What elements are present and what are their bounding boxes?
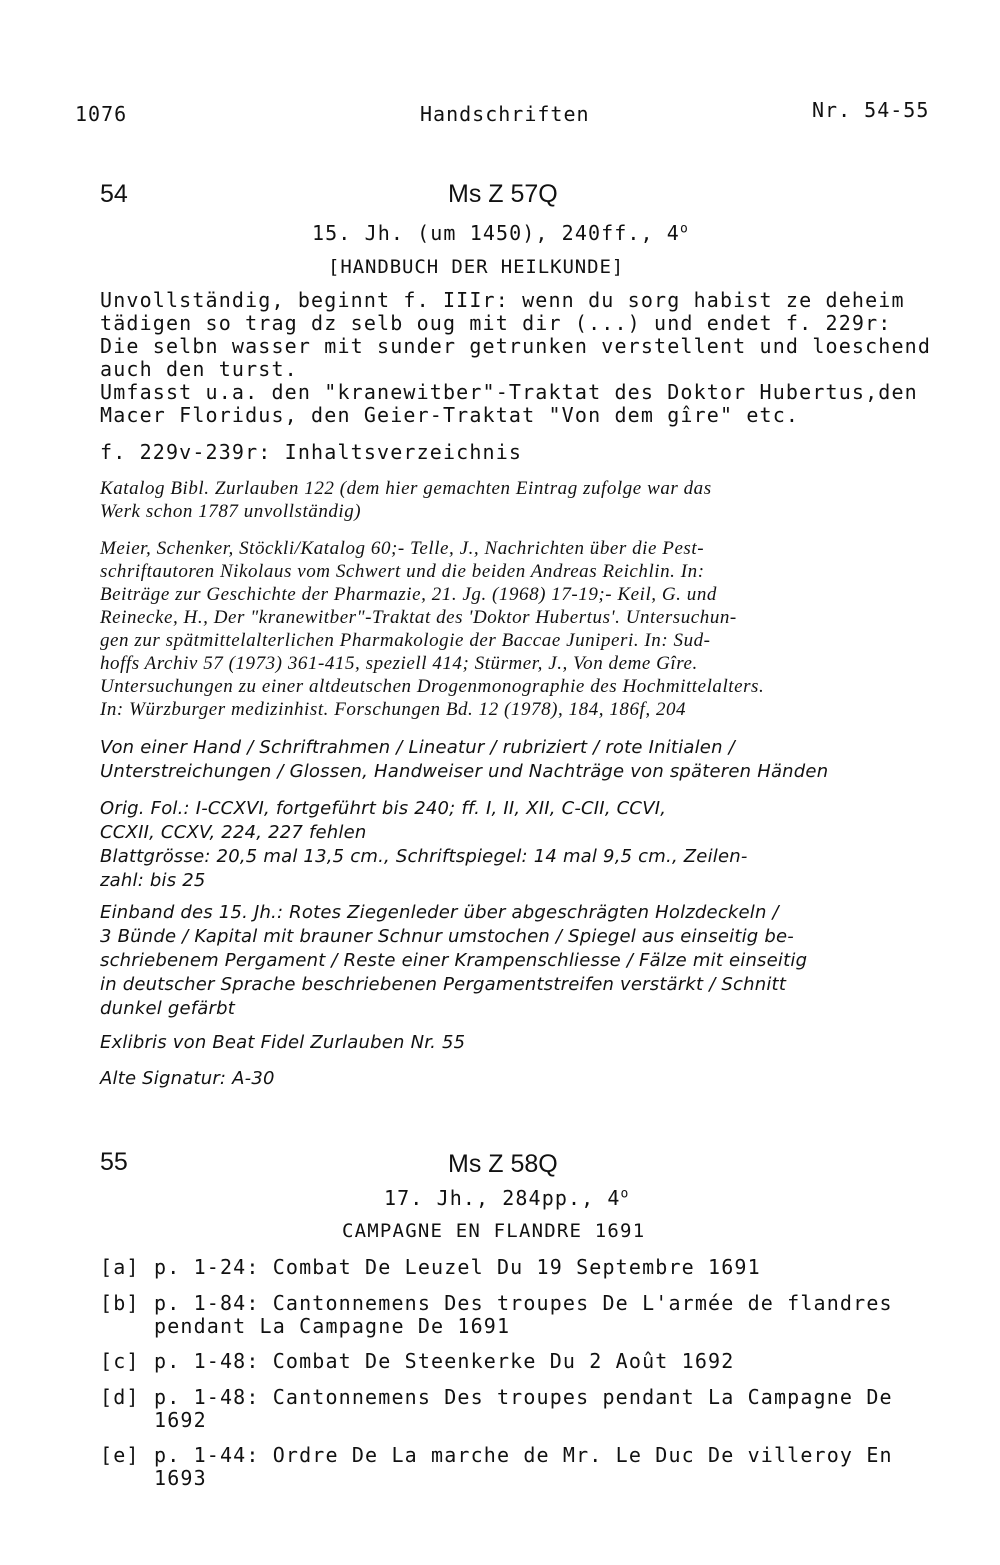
literature-line: Meier, Schenker, Stöckli/Katalog 60;- Telle, J., Nachrichten über die Pest- (100, 538, 705, 559)
item-line: p. 1-44: Ordre De La marche de Mr. Le Duc De villeroy En (154, 1443, 893, 1467)
hands-line: Von einer Hand / Schriftrahmen / Lineatur / rubriziert / rote Initialen / (100, 737, 735, 758)
item-text (154, 1350, 734, 1373)
index-line: f. 229v-239r: Inhaltsverzeichnis (100, 440, 523, 464)
content-line: auch den turst. (100, 357, 298, 381)
item-text (154, 1386, 893, 1432)
foliation (100, 797, 950, 893)
item-text (154, 1444, 893, 1490)
content-line: Unvollständig, beginnt f. IIIr: wenn du sorg habist ze deheim (100, 288, 905, 312)
literature-line: In: Würzburger medizinhist. Forschungen Bd. 12 (1978), 184, 186f, 204 (100, 699, 687, 720)
running-title: Handschriften (420, 102, 590, 126)
binding-line: Einband des 15. Jh.: Rotes Ziegenleder über abgeschrägten Holzdeckeln / (100, 902, 779, 923)
entry-number: 54 (100, 180, 128, 208)
binding-line: 3 Bünde / Kapital mit brauner Schnur umstochen / Spiegel aus einseitig be- (100, 926, 794, 947)
content-line: tädigen so trag dz selb oug mit dir (...) und endet f. 229r: (100, 311, 892, 335)
hands-description (100, 736, 950, 784)
item-line: 1693 (154, 1466, 207, 1490)
date-line: 15. Jh. (um 1450), 240ff., 4$^o$ (312, 221, 689, 245)
item-line: p. 1-48: Cantonnemens Des troupes pendant La Campagne De (154, 1385, 893, 1409)
work-title: [HANDBUCH DER HEILKUNDE] (328, 256, 625, 278)
entry-number: 55 (100, 1148, 128, 1176)
binding-line: dunkel gefärbt (100, 998, 236, 1019)
item-label: [c] (100, 1349, 140, 1373)
catalog-line: Werk schon 1787 unvollständig) (100, 501, 362, 522)
binding-line: schriebenem Pergament / Reste einer Krampenschliesse / Fälze mit einseitig (100, 950, 808, 971)
foliation-line: Orig. Fol.: I-CCXVI, fortgeführt bis 240; ff. I, II, XII, C-CII, CCVI, (100, 798, 667, 819)
foliation-line: CCXII, CCXV, 224, 227 fehlen (100, 822, 367, 843)
binding (100, 901, 950, 1021)
content-line: Macer Floridus, den Geier-Traktat "Von dem gîre" etc. (100, 403, 800, 427)
old-signature: Alte Signatur: A-30 (100, 1068, 275, 1089)
literature-line: Reinecke, H., Der "kranewitber"-Traktat des 'Doktor Hubertus'. Untersuchun- (100, 607, 737, 628)
date-line: 17. Jh., 284pp., 4$^o$ (384, 1186, 630, 1210)
item-label: [b] (100, 1291, 140, 1315)
content-line: Umfasst u.a. den "kranewitber"-Traktat des Doktor Hubertus,den (100, 380, 918, 404)
literature-line: gen zur spätmittelalterlichen Pharmakologie der Baccae Juniperi. In: Sud- (100, 630, 711, 651)
literature-line: schriftautoren Nikolaus vom Schwert und die beiden Andreas Reichlin. In: (100, 561, 705, 582)
page-number: 1076 (75, 102, 128, 126)
item-line: p. 1-24: Combat De Leuzel Du 19 Septembre 1691 (154, 1255, 761, 1279)
item-line: p. 1-84: Cantonnemens Des troupes De L'armée de flandres (154, 1291, 893, 1315)
catalog-line: Katalog Bibl. Zurlauben 122 (dem hier gemachten Eintrag zufolge war das (100, 478, 712, 499)
item-line: 1692 (154, 1408, 207, 1432)
foliation-line: Blattgrösse: 20,5 mal 13,5 cm., Schriftspiegel: 14 mal 9,5 cm., Zeilen- (100, 846, 748, 867)
binding-line: in deutscher Sprache beschriebenen Pergamentstreifen verstärkt / Schnitt (100, 974, 787, 995)
literature-line: Beiträge zur Geschichte der Pharmazie, 21. Jg. (1968) 17-19;- Keil, G. und (100, 584, 717, 605)
item-label: [e] (100, 1443, 140, 1467)
hands-line: Unterstreichungen / Glossen, Handweiser und Nachträge von späteren Händen (100, 761, 829, 782)
literature-line: hoffs Archiv 57 (1973) 361-415, speziell 414; Stürmer, J., Von deme Gîre. (100, 653, 698, 674)
item-text (154, 1292, 893, 1338)
item-label: [a] (100, 1255, 140, 1279)
work-title: CAMPAGNE EN FLANDRE 1691 (342, 1220, 646, 1242)
item-label: [d] (100, 1385, 140, 1409)
item-line: p. 1-48: Combat De Steenkerke Du 2 Août 1692 (154, 1349, 735, 1373)
foliation-line: zahl: bis 25 (100, 870, 206, 891)
exlibris: Exlibris von Beat Fidel Zurlauben Nr. 55 (100, 1032, 466, 1053)
entry-range: Nr. 54-55 (812, 98, 930, 122)
content-description (100, 289, 950, 427)
content-line: Die selbn wasser mit sunder getrunken verstellent und loeschend (100, 334, 932, 358)
item-text (154, 1256, 761, 1279)
catalog-note (100, 477, 950, 523)
item-line: pendant La Campagne De 1691 (154, 1314, 511, 1338)
shelfmark: Ms Z 57Q (448, 180, 558, 208)
literature (100, 537, 950, 721)
literature-line: Untersuchungen zu einer altdeutschen Drogenmonographie des Hochmittelalters. (100, 676, 765, 697)
shelfmark: Ms Z 58Q (448, 1150, 558, 1178)
